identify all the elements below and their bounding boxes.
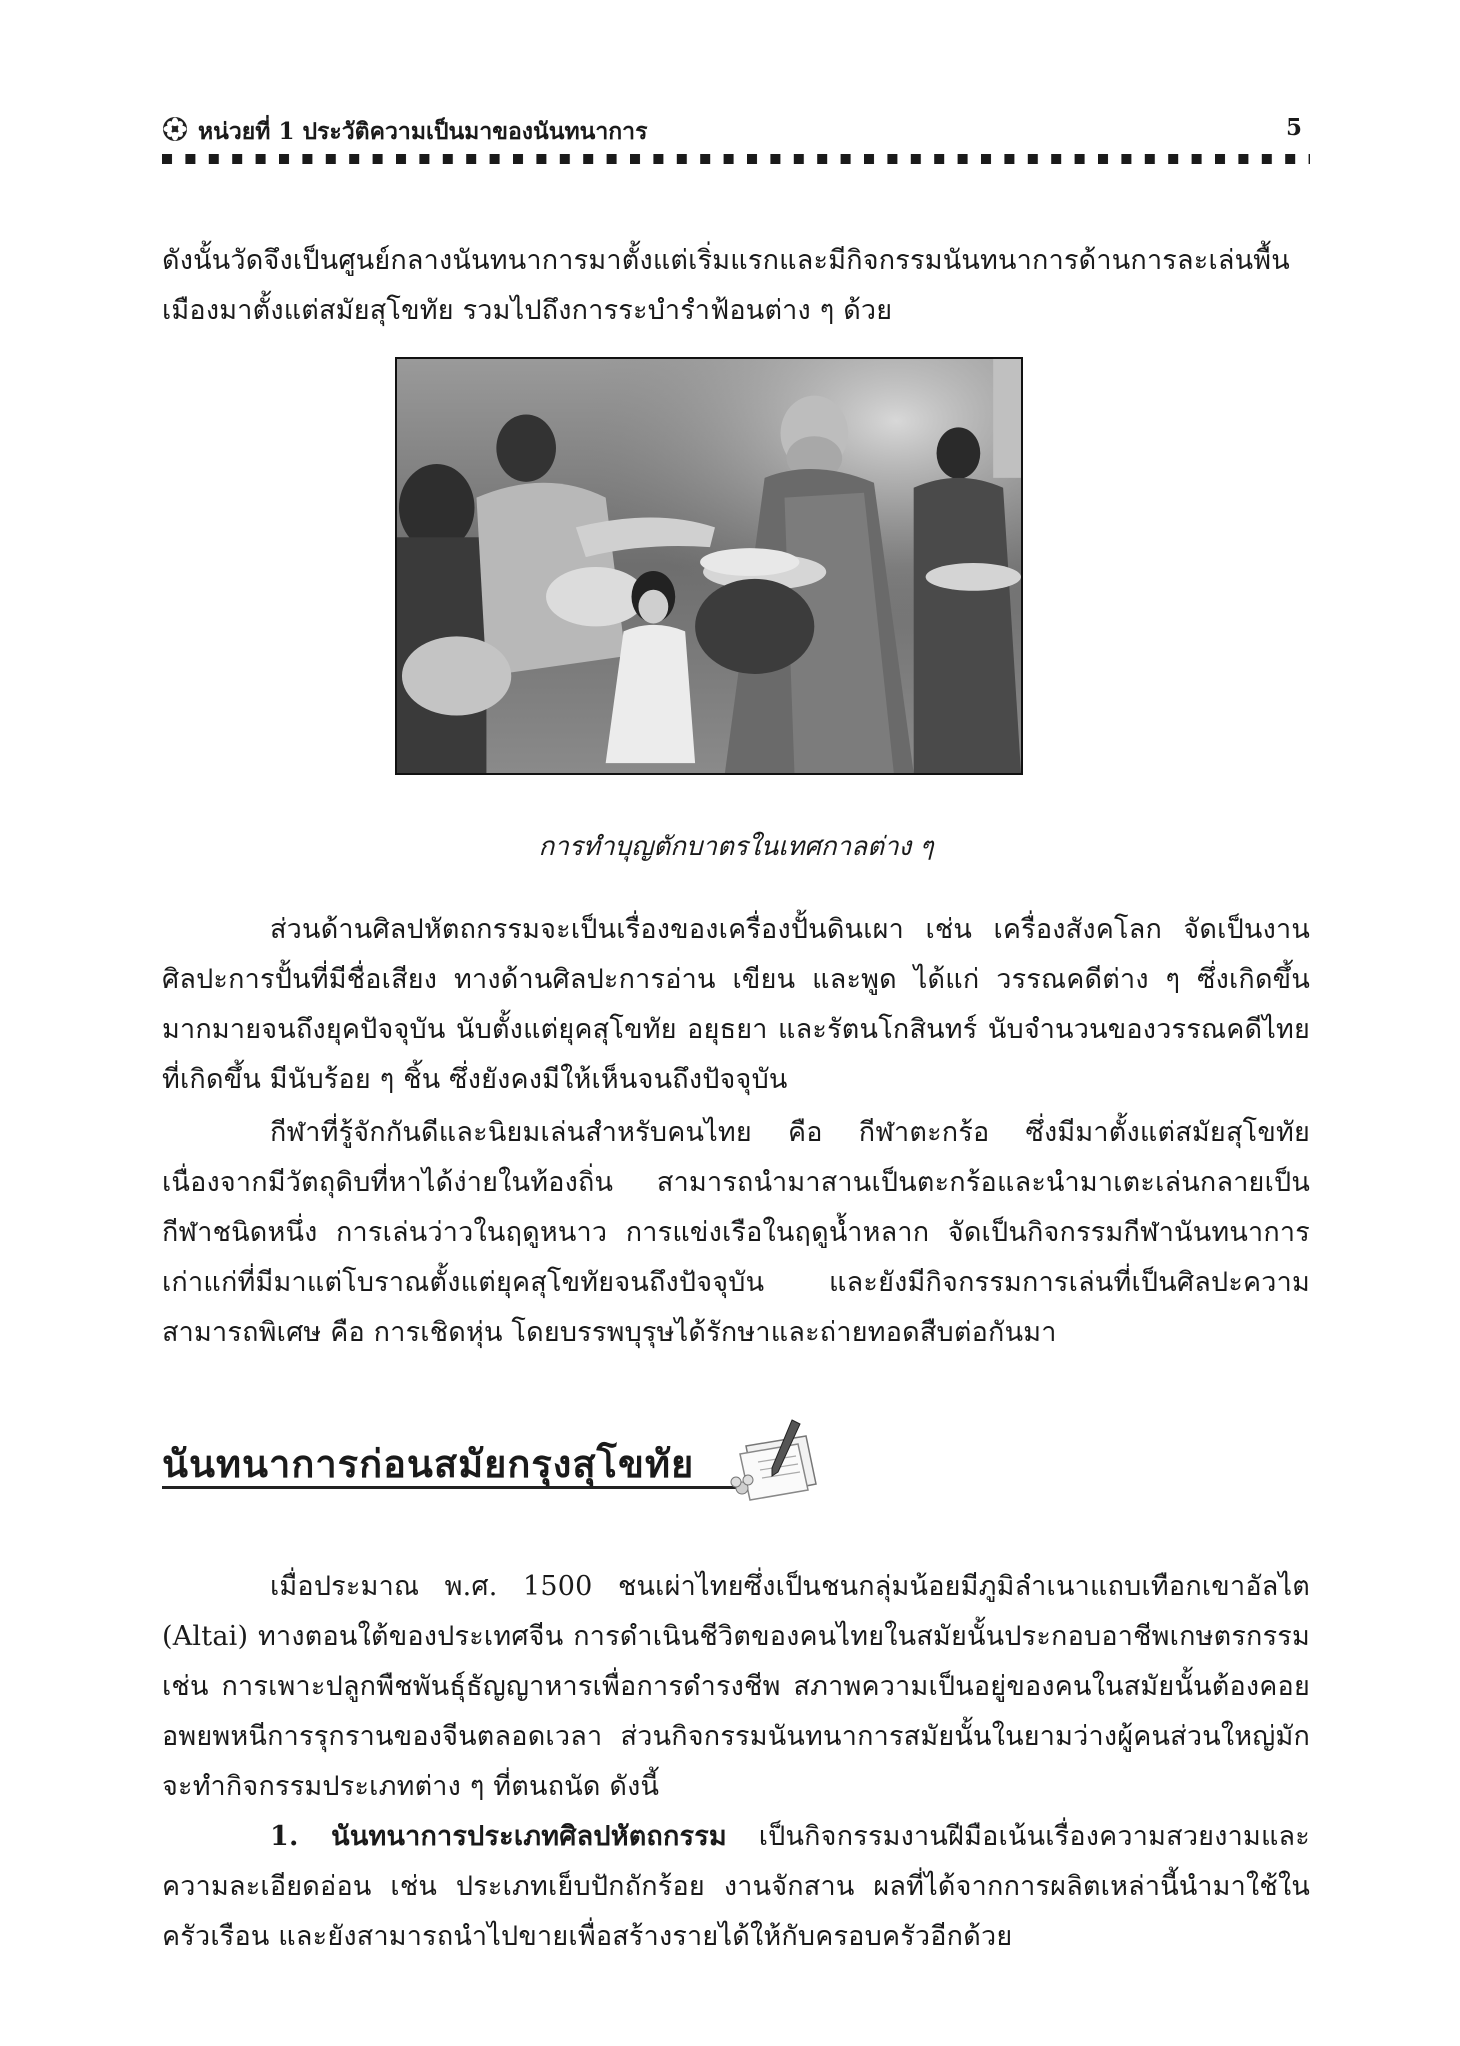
running-header bbox=[162, 112, 1310, 152]
arts-paragraph: ส่วนด้านศิลปหัตถกรรมจะเป็นเรื่องของเครื่องปั้นดินเผา เช่น เครื่องสังคโลก จัดเป็นงานศิลปะการปั้นที่มีชื่อเสียง ทางด้านศิลปะการอ่าน เขียน และพูด ได้แก่ วรรณคดีต่าง ๆ ซึ่งเกิดขึ้นมากมายจนถึงยุคปัจจุบัน นับตั้งแต่ยุคสุโขทัย อยุธยา และรัตนโกสินทร์ นับจำนวนของวรรณคดีไทยที่เกิดขึ้น มีนับร้อย ๆ ชิ้น ซึ่งยังคงมีให้เห็นจนถึงปัจจุบัน bbox=[162, 914, 1310, 1095]
flower-icon bbox=[162, 116, 188, 142]
sports-paragraph: กีฬาที่รู้จักกันดีและนิยมเล่นสำหรับคนไทย คือ กีฬาตะกร้อ ซึ่งมีมาตั้งแต่สมัยสุโขทัย เนื่องจากมีวัตถุดิบที่หาได้ง่ายในท้องถิ่น สามารถนำมาสานเป็นตะกร้อและนำมาเตะเล่นกลายเป็นกีฬาชนิดหนึ่ง การเล่นว่าวในฤดูหนาว การแข่งเรือในฤดูน้ำหลาก จัดเป็นกิจกรรมกีฬานันทนาการเก่าแก่ที่มีมาแต่โบราณตั้งแต่ยุคสุโขทัยจนถึงปัจจุบัน และยังมีกิจกรรมการเล่นที่เป็นศิลปะความสามารถพิเศษ คือ การเชิดหุ่น โดยบรรพบุรุษได้รักษาและถ่ายทอดสืบต่อกันมา bbox=[162, 1117, 1310, 1348]
section-heading-rule bbox=[162, 1486, 737, 1489]
section-heading: นันทนาการก่อนสมัยกรุงสุโขทัย bbox=[162, 1442, 695, 1486]
list-item-1-text: เป็นกิจกรรมงานฝีมือเน้นเรื่องความสวยงามและความละเอียดอ่อน เช่น ประเภทเย็บปักถักร้อย งานจักสาน ผลที่ได้จากการผลิตเหล่านี้นำมาใช้ในครัวเรือน และยังสามารถนำไปขายเพื่อสร้างรายได้ให้กับครอบครัวอีกด้วย bbox=[162, 1821, 1310, 1952]
alms-giving-photo bbox=[395, 357, 1023, 775]
unit-title: หน่วยที่ 1 ประวัติความเป็นมาของนันทนาการ bbox=[198, 118, 648, 145]
intro-paragraph: ดังนั้นวัดจึงเป็นศูนย์กลางนันทนาการมาตั้งแต่เริ่มแรกและมีกิจกรรมนันทนาการด้านการละเล่นพื้นเมืองมาตั้งแต่สมัยสุโขทัย รวมไปถึงการระบำรำฟ้อนต่าง ๆ ด้วย bbox=[162, 245, 1290, 326]
history-paragraph: เมื่อประมาณ พ.ศ. 1500 ชนเผ่าไทยซึ่งเป็นชนกลุ่มน้อยมีภูมิลำเนาแถบเทือกเขาอัลไต (Altai) ทางตอนใต้ของประเทศจีน การดำเนินชีวิตของคนไทยในสมัยนั้นประกอบอาชีพเกษตรกรรม เช่น การเพาะปลูกพืชพันธุ์ธัญญาหารเพื่อการดำรงชีพ สภาพความเป็นอยู่ของคนในสมัยนั้นต้องคอยอพยพหนีการรุกรานของจีนตลอดเวลา ส่วนกิจกรรมนันทนาการสมัยนั้นในยามว่างผู้คนส่วนใหญ่มักจะทำกิจกรรมประเภทต่าง ๆ ที่ตนถนัด ดังนี้ bbox=[162, 1571, 1310, 1802]
list-item-1-lead: 1. นันทนาการประเภทศิลปหัตถกรรม bbox=[270, 1821, 727, 1852]
pen-and-paper-icon bbox=[728, 1418, 824, 1504]
page-number: 5 bbox=[1285, 114, 1302, 141]
header-dotted-rule bbox=[162, 152, 1310, 166]
photo-caption: การทำบุญตักบาตรในเทศกาลต่าง ๆ bbox=[538, 832, 934, 862]
list-item-1 bbox=[162, 1812, 1310, 1962]
